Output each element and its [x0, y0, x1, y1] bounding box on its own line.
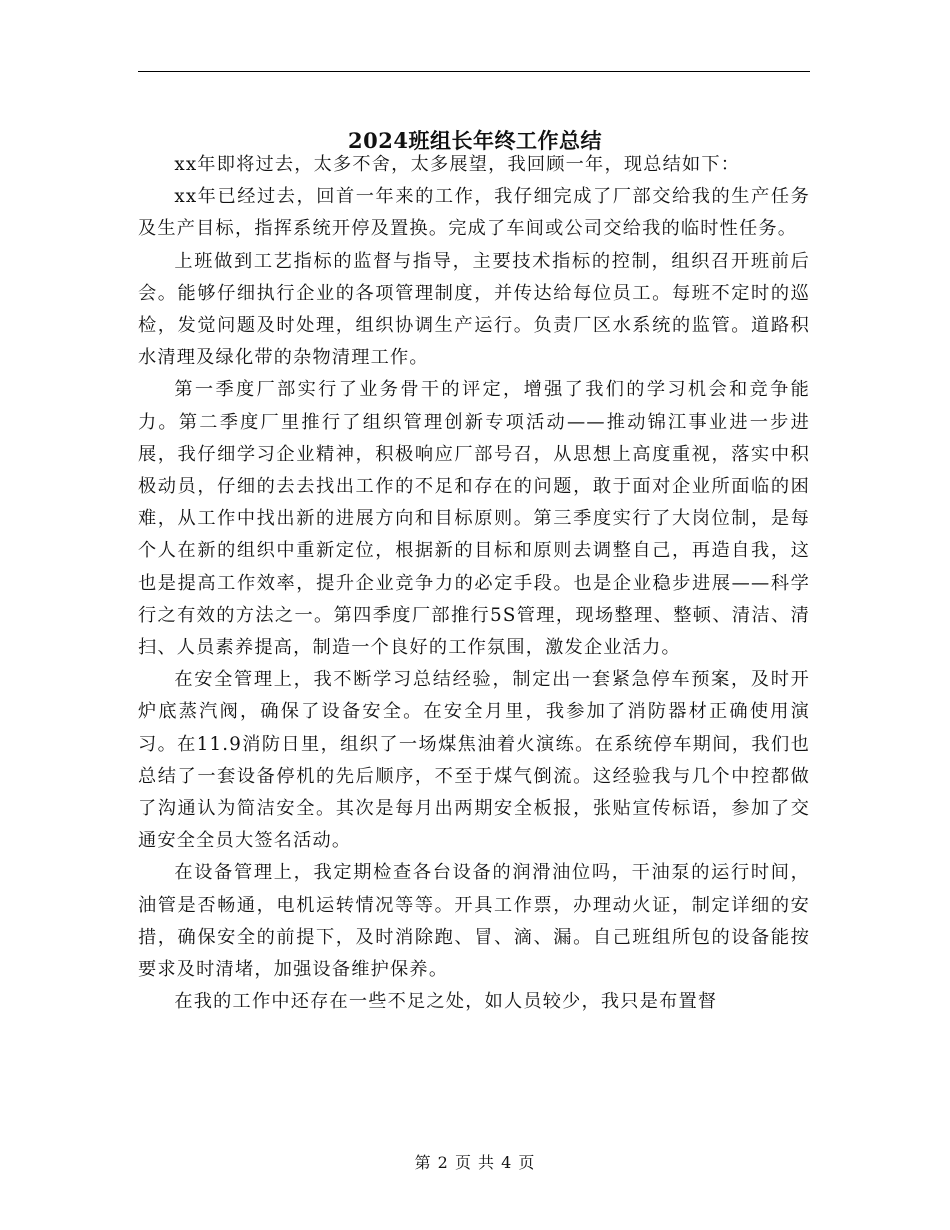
paragraph-safety: 在安全管理上，我不断学习总结经验，制定出一套紧急停车预案，及时开炉底蒸汽阀，确保了设备安全。在安全月里，我参加了消防器材正确使用演习。在11.9消防日里，组织了一场煤焦油着火演练。在系统停车期间，我们也总结了一套设备停机的先后顺序，不至于煤气倒流。这经验我与几个中控都做了沟通认为简洁安全。其次是每月出两期安全板报，张贴宣传标语，参加了交通安全全员大签名活动。 [138, 669, 810, 852]
header-rule [138, 71, 810, 72]
paragraph-intro: xx年即将过去，太多不舍，太多展望，我回顾一年，现总结如下： [174, 154, 741, 175]
page-number: 第 2 页 共 4 页 [414, 1153, 536, 1172]
paragraph-duties: 上班做到工艺指标的监督与指导，主要技术指标的控制，组织召开班前后会。能够仔细执行企业的各项管理制度，并传达给每位员工。每班不定时的巡检，发觉问题及时处理，组织协调生产运行。负责厂区水系统的监管。道路积水清理及绿化带的杂物清理工作。 [138, 250, 810, 369]
paragraph-quarterly: 第一季度厂部实行了业务骨干的评定，增强了我们的学习机会和竞争能力。第二季度厂里推行了组织管理创新专项活动——推动锦江事业进一步进展，我仔细学习企业精神，积极响应厂部号召，从思想上高度重视，落实中积极动员，仔细的去去找出工作的不足和存在的问题，敢于面对企业所面临的困难，从工作中找出新的进展方向和目标原则。第三季度实行了大岗位制，是每个人在新的组织中重新定位，根据新的目标和原则去调整自己，再造自我，这也是提高工作效率，提升企业竞争力的必定手段。也是企业稳步进展——科学行之有效的方法之一。第四季度厂部推行5S管理，现场整理、整顿、清洁、清扫、人员素养提高，制造一个良好的工作氛围，激发企业活力。 [138, 379, 810, 659]
paragraph-shortcomings: 在我的工作中还存在一些不足之处，如人员较少，我只是布置督 [174, 991, 718, 1013]
paragraph-equipment: 在设备管理上，我定期检查各台设备的润滑油位吗，干油泵的运行时间，油管是否畅通，电机运转情况等等。开具工作票，办理动火证，制定详细的安措，确保安全的前提下，及时消除跑、冒、滴、漏。自己班组所包的设备能按要求及时清堵，加强设备维护保养。 [138, 862, 810, 981]
page-footer [0, 1151, 950, 1175]
document-body [138, 149, 810, 1018]
document-title: 2024班组长年终工作总结 [348, 128, 602, 154]
paragraph-overview: xx年已经过去，回首一年来的工作，我仔细完成了厂部交给我的生产任务及生产目标，指挥系统开停及置换。完成了车间或公司交给我的临时性任务。 [138, 186, 810, 240]
